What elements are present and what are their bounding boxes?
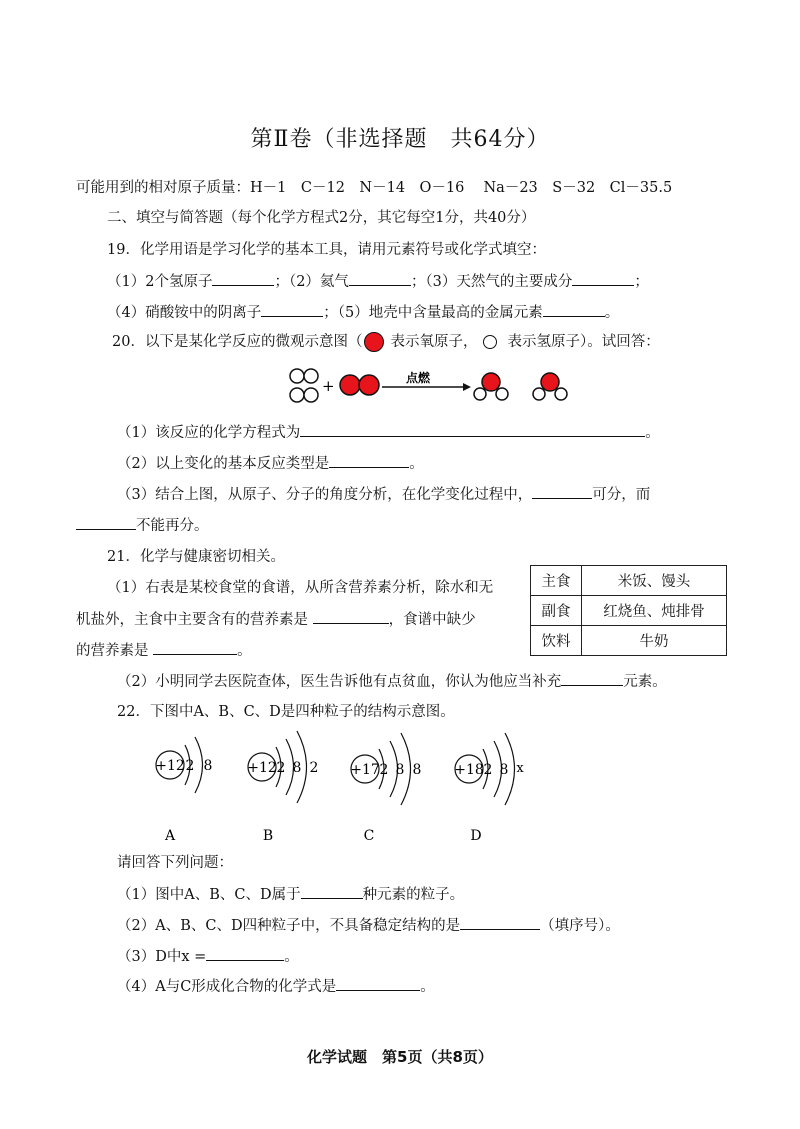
menu-key: 副食	[531, 596, 582, 626]
water-molecule	[474, 373, 508, 400]
q20-s1-end: 。	[645, 425, 660, 441]
water-molecule	[533, 373, 567, 400]
answer-blank[interactable]	[300, 422, 645, 437]
particle-b-diagram	[247, 731, 318, 844]
answer-blank[interactable]	[261, 302, 323, 317]
q22-prompt: 请回答下列问题：	[117, 855, 233, 871]
q20-s3	[117, 484, 650, 505]
answer-blank[interactable]	[460, 915, 540, 930]
q20-legend-hydrogen: 表示氢原子）。试回答：	[507, 334, 660, 350]
page-title: 第Ⅱ卷（非选择题 共64分）	[250, 127, 550, 152]
q21-p1-line3-text: 的营养素是	[76, 643, 154, 659]
section-heading: 二、填空与简答题（每个化学方程式2分，其它每空1分，共40分）	[107, 210, 536, 226]
shell-electrons: 8	[395, 762, 405, 778]
atomic-masses: 可能用到的相对原子质量：H－1 C－12 N－14 O－16 Na－23 S－32 Cl－35.5	[76, 180, 673, 196]
shell-electrons: x	[516, 761, 524, 776]
q20-stem-a: 20．以下是某化学反应的微观示意图（	[112, 334, 363, 350]
particle-label: A	[164, 828, 176, 844]
particle-label: B	[262, 828, 274, 844]
menu-key: 主食	[531, 566, 582, 596]
q22-stem: 22．下图中A、B、C、D是四种粒子的结构示意图。	[117, 704, 455, 720]
q19-part4: （4）硝酸铵中的阴离子	[107, 305, 262, 321]
q20-s2-end: 。	[409, 456, 424, 472]
menu-table	[530, 565, 727, 656]
answer-blank[interactable]	[153, 640, 237, 655]
q22-a1-end: 种元素的粒子。	[362, 887, 465, 903]
q22-a3-end: 。	[284, 949, 299, 965]
arrow-label: 点燃	[406, 371, 431, 385]
answer-blank[interactable]	[301, 884, 363, 899]
q21-stem: 21．化学与健康密切相关。	[107, 549, 285, 565]
q21-p2-end: 元素。	[623, 674, 667, 690]
shell-electrons: 2	[276, 760, 286, 776]
table-row	[531, 626, 727, 656]
q22-a2	[117, 915, 620, 936]
q22-a3-text: （3）D中x =	[117, 949, 207, 965]
shell-electrons: 8	[412, 762, 422, 778]
q22-a4	[117, 976, 435, 997]
answer-blank[interactable]	[532, 484, 592, 499]
q21-p2-text: （2）小明同学去医院查体，医生告诉他有点贫血，你认为他应当补充	[117, 674, 562, 690]
q19-part3-end: ；	[634, 274, 649, 290]
reaction-diagram	[280, 362, 580, 412]
q22-a1-text: （1）图中A、B、C、D属于	[117, 887, 301, 903]
plus-sign: +	[322, 377, 335, 395]
shell-electrons: 2	[483, 762, 493, 778]
shell-electrons: 2	[379, 762, 389, 778]
answer-blank[interactable]	[212, 271, 274, 286]
q20-stem	[112, 332, 660, 352]
q20-s3c: 不能再分。	[136, 518, 209, 534]
shell-electrons: 8	[499, 762, 509, 778]
q19-line1	[107, 271, 649, 292]
menu-value: 牛奶	[582, 626, 727, 656]
q19-part5-end: 。	[604, 305, 620, 321]
particle-label: C	[363, 828, 375, 844]
particle-d-diagram	[454, 733, 524, 844]
hydrogen-molecules	[290, 369, 318, 402]
q22-a4-text: （4）A与C形成化合物的化学式是	[117, 979, 337, 995]
q21-p1-line3	[76, 640, 252, 661]
page-footer: 化学试题 第5页（共8页）	[307, 1048, 493, 1066]
oxygen-molecule	[340, 375, 379, 395]
table-row	[531, 596, 727, 626]
shell-electrons: 2	[185, 758, 195, 774]
q22-a1	[117, 884, 464, 905]
particle-label: D	[470, 828, 482, 844]
hydrogen-atom-icon	[483, 335, 497, 349]
q21-p1-line3-end: 。	[237, 643, 252, 659]
q21-p1-line2	[76, 609, 476, 630]
q21-p2	[117, 671, 667, 692]
answer-blank[interactable]	[349, 271, 411, 286]
q19-part5: ；（5）地壳中含量最高的金属元素	[323, 305, 543, 321]
answer-blank[interactable]	[561, 671, 623, 686]
reaction-arrow-head	[463, 383, 471, 391]
answer-blank[interactable]	[572, 271, 634, 286]
q20-s3a: （3）结合上图，从原子、分子的角度分析，在化学变化过程中，	[117, 487, 533, 503]
q22-a4-end: 。	[420, 979, 435, 995]
shell-electrons: 8	[292, 760, 302, 776]
shell-electrons: 2	[309, 760, 319, 776]
oxygen-atom-icon	[364, 332, 384, 352]
menu-value: 红烧鱼、炖排骨	[582, 596, 727, 626]
q19-line2	[107, 302, 619, 323]
nucleus-charge: +12	[247, 760, 277, 776]
q22-a2-end: （填序号）。	[540, 918, 620, 934]
q21-p1-line1: （1）右表是某校食堂的食谱，从所含营养素分析，除水和无	[107, 580, 494, 596]
answer-blank[interactable]	[329, 453, 409, 468]
menu-value: 米饭、馒头	[582, 566, 727, 596]
q20-s1-text: （1）该反应的化学方程式为	[117, 425, 301, 441]
nucleus-charge: +18	[454, 762, 484, 778]
particle-a-diagram	[155, 737, 212, 844]
q21-p1-line2b: ，食谱中缺少	[388, 612, 476, 628]
q22-a3	[117, 946, 299, 967]
nucleus-charge: +12	[155, 758, 185, 774]
nucleus-charge: +17	[350, 762, 380, 778]
q20-legend-oxygen: 表示氧原子，	[390, 334, 478, 350]
q19-stem: 19．化学用语是学习化学的基本工具，请用元素符号或化学式填空：	[107, 242, 546, 258]
answer-blank[interactable]	[543, 302, 605, 317]
q20-s3b: 可分，而	[592, 487, 651, 503]
answer-blank[interactable]	[76, 515, 136, 530]
shell-electrons: 8	[203, 758, 213, 774]
q20-s2-text: （2）以上变化的基本反应类型是	[117, 456, 330, 472]
atom-structure-diagrams	[140, 722, 560, 852]
q21-p1-line2a: 机盐外，主食中主要含有的营养素是	[76, 612, 313, 628]
q19-part2: ；（2）氦气	[274, 274, 349, 290]
menu-key: 饮料	[531, 626, 582, 656]
q20-s3-cont	[76, 515, 209, 536]
q20-s1	[117, 422, 660, 443]
answer-blank[interactable]	[206, 946, 284, 961]
table-row	[531, 566, 727, 596]
answer-blank[interactable]	[313, 609, 389, 624]
q20-s2	[117, 453, 424, 474]
q19-part3: ；（3）天然气的主要成分	[410, 274, 573, 290]
q19-part1: （1）2个氢原子	[107, 274, 213, 290]
q22-a2-text: （2）A、B、C、D四种粒子中，不具备稳定结构的是	[117, 918, 461, 934]
answer-blank[interactable]	[336, 976, 420, 991]
particle-c-diagram	[350, 733, 421, 844]
